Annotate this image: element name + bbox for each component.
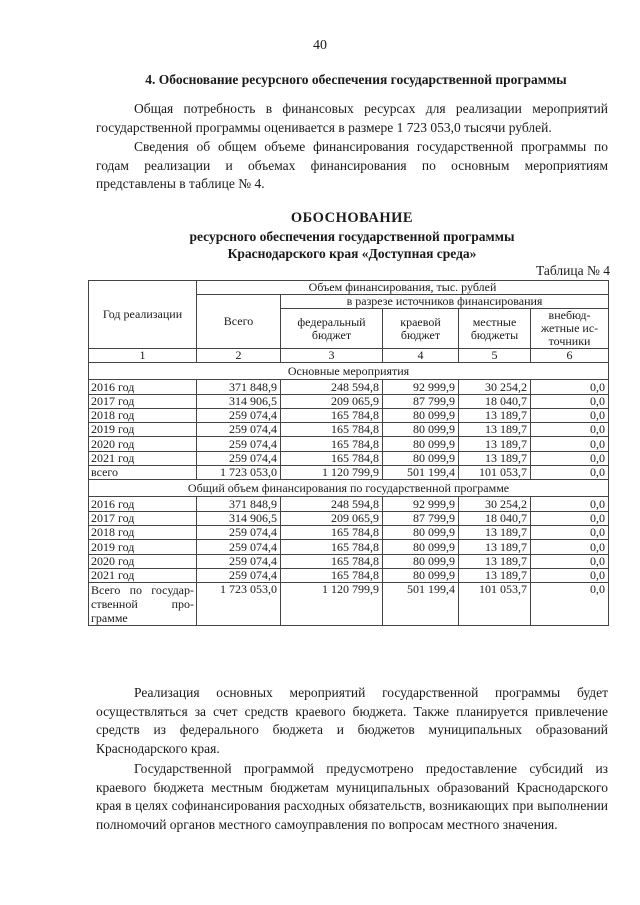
- table-row: [89, 525, 609, 539]
- intro-paragraph: Общая потребность в финансовых ресурсах для реализации мероприятий государственной программы оценивается в размере 1 723 053,0 тысячи рублей.: [96, 101, 608, 135]
- table-row: [89, 540, 609, 554]
- section-title-total-financing: Общий объем финансирования по государственной программе: [89, 480, 609, 497]
- main-activities-rows: [89, 380, 609, 480]
- row-label: всего: [89, 466, 197, 480]
- row-value: 80 099,9: [383, 423, 459, 437]
- row-value: 92 999,9: [383, 380, 459, 394]
- grand-total-value: 0,0: [531, 583, 609, 626]
- by-source-header: в разрезе источников финансирования: [281, 295, 609, 309]
- grand-total-value: 501 199,4: [383, 583, 459, 626]
- row-value: 259 074,4: [197, 554, 281, 568]
- row-value: 259 074,4: [197, 437, 281, 451]
- table-heading-title: ОБОСНОВАНИЕ: [290, 210, 414, 226]
- table-label: Таблица № 4: [536, 263, 610, 278]
- grand-total-value: 1 120 799,9: [281, 583, 383, 626]
- row-value: 80 099,9: [383, 554, 459, 568]
- row-value: 0,0: [531, 497, 609, 511]
- grand-total-value: 1 723 053,0: [197, 583, 281, 626]
- row-value: 165 784,8: [281, 451, 383, 465]
- row-label: 2016 год: [89, 497, 197, 511]
- outro-paragraph: Государственной программой предусмотрено предоставление субсидий из краевого бюджета местным бюджетам муниципальных образований Краснодарского края в целях софинансирования расходных обязательств, возникающих при выполнении полномочий органов местного самоуправления по вопросам местного значения.: [96, 761, 608, 832]
- row-value: 314 906,5: [197, 511, 281, 525]
- column-number: 6: [531, 349, 609, 363]
- table-row: [89, 437, 609, 451]
- row-value: 87 799,9: [383, 394, 459, 408]
- row-value: 259 074,4: [197, 540, 281, 554]
- table-row: [89, 497, 609, 511]
- row-label: 2019 год: [89, 540, 197, 554]
- row-value: 259 074,4: [197, 525, 281, 539]
- row-value: 209 065,9: [281, 394, 383, 408]
- row-label: 2020 год: [89, 437, 197, 451]
- outro-paragraph: Реализация основных мероприятий государственной программы будет осуществляться за счет средств краевого бюджета. Также планируется привлечение средств из федерального бюджета и бюджетов муниципальных образований Краснодарского края.: [96, 685, 608, 756]
- row-value: 0,0: [531, 525, 609, 539]
- row-value: 101 053,7: [459, 466, 531, 480]
- column-number: 2: [197, 349, 281, 363]
- table-heading-line: ресурсного обеспечения государственной программы: [189, 229, 515, 244]
- row-value: 80 099,9: [383, 437, 459, 451]
- row-value: 314 906,5: [197, 394, 281, 408]
- row-value: 13 189,7: [459, 451, 531, 465]
- row-value: 259 074,4: [197, 408, 281, 422]
- total-column-header: Всего: [197, 295, 281, 349]
- grand-total-label: Всего по государ- ственной про- грамме: [89, 583, 197, 626]
- row-label: 2016 год: [89, 380, 197, 394]
- row-value: 0,0: [531, 380, 609, 394]
- row-value: 0,0: [531, 540, 609, 554]
- row-value: 248 594,8: [281, 497, 383, 511]
- column-number: 4: [383, 349, 459, 363]
- column-number: 5: [459, 349, 531, 363]
- row-value: 0,0: [531, 423, 609, 437]
- table-row: [89, 423, 609, 437]
- row-value: 80 099,9: [383, 451, 459, 465]
- row-value: 92 999,9: [383, 497, 459, 511]
- table-row: [89, 380, 609, 394]
- row-value: 165 784,8: [281, 525, 383, 539]
- row-value: 13 189,7: [459, 554, 531, 568]
- row-value: 87 799,9: [383, 511, 459, 525]
- row-value: 0,0: [531, 568, 609, 582]
- row-label: 2019 год: [89, 423, 197, 437]
- row-value: 0,0: [531, 408, 609, 422]
- row-value: 80 099,9: [383, 408, 459, 422]
- table-row: [89, 511, 609, 525]
- total-financing-rows: [89, 497, 609, 583]
- row-value: 13 189,7: [459, 437, 531, 451]
- row-label: 2021 год: [89, 451, 197, 465]
- row-value: 0,0: [531, 451, 609, 465]
- row-value: 13 189,7: [459, 540, 531, 554]
- row-value: 259 074,4: [197, 451, 281, 465]
- row-label: 2018 год: [89, 525, 197, 539]
- row-value: 371 848,9: [197, 380, 281, 394]
- row-label: 2021 год: [89, 568, 197, 582]
- row-value: 30 254,2: [459, 497, 531, 511]
- intro-paragraph: Сведения об общем объеме финансирования государственной программы по годам реализации и объемах финансирования по основным мероприятиям представлены в таблице № 4.: [96, 139, 608, 192]
- section-title: 4. Обоснование ресурсного обеспечения государственной программы: [145, 72, 567, 87]
- table-heading-line: Краснодарского края «Доступная среда»: [227, 246, 477, 261]
- volume-header: Объем финансирования, тыс. рублей: [197, 281, 609, 295]
- regional-column-header: краевой бюджет: [383, 309, 459, 349]
- section-title-main-activities: Основные мероприятия: [89, 363, 609, 380]
- table-row: [89, 554, 609, 568]
- table-row: [89, 466, 609, 480]
- row-value: 80 099,9: [383, 525, 459, 539]
- row-value: 0,0: [531, 511, 609, 525]
- row-label: 2017 год: [89, 511, 197, 525]
- row-value: 13 189,7: [459, 423, 531, 437]
- row-value: 18 040,7: [459, 511, 531, 525]
- row-value: 13 189,7: [459, 568, 531, 582]
- row-value: 371 848,9: [197, 497, 281, 511]
- row-value: 209 065,9: [281, 511, 383, 525]
- table-row: [89, 568, 609, 582]
- financing-table: [88, 280, 609, 626]
- year-column-header: Год реализации: [89, 281, 197, 349]
- row-value: 30 254,2: [459, 380, 531, 394]
- row-label: 2018 год: [89, 408, 197, 422]
- row-value: 248 594,8: [281, 380, 383, 394]
- column-number: 1: [89, 349, 197, 363]
- table-row: [89, 408, 609, 422]
- row-value: 0,0: [531, 554, 609, 568]
- row-value: 18 040,7: [459, 394, 531, 408]
- row-value: 165 784,8: [281, 554, 383, 568]
- row-value: 80 099,9: [383, 568, 459, 582]
- row-value: 165 784,8: [281, 437, 383, 451]
- row-value: 13 189,7: [459, 525, 531, 539]
- offbudget-column-header: внебюд-жетные ис-точники: [531, 309, 609, 349]
- grand-total-value: 101 053,7: [459, 583, 531, 626]
- page-number: 40: [313, 38, 327, 53]
- row-value: 80 099,9: [383, 540, 459, 554]
- column-number: 3: [281, 349, 383, 363]
- grand-total-row: [89, 583, 609, 626]
- row-value: 1 120 799,9: [281, 466, 383, 480]
- local-column-header: местные бюджеты: [459, 309, 531, 349]
- row-value: 0,0: [531, 394, 609, 408]
- table-row: [89, 451, 609, 465]
- row-value: 501 199,4: [383, 466, 459, 480]
- row-label: 2017 год: [89, 394, 197, 408]
- row-value: 0,0: [531, 437, 609, 451]
- row-value: 259 074,4: [197, 423, 281, 437]
- table-row: [89, 394, 609, 408]
- row-value: 165 784,8: [281, 408, 383, 422]
- row-value: 259 074,4: [197, 568, 281, 582]
- row-value: 165 784,8: [281, 568, 383, 582]
- row-value: 165 784,8: [281, 423, 383, 437]
- row-value: 165 784,8: [281, 540, 383, 554]
- row-value: 0,0: [531, 466, 609, 480]
- federal-column-header: федеральный бюджет: [281, 309, 383, 349]
- row-label: 2020 год: [89, 554, 197, 568]
- row-value: 13 189,7: [459, 408, 531, 422]
- row-value: 1 723 053,0: [197, 466, 281, 480]
